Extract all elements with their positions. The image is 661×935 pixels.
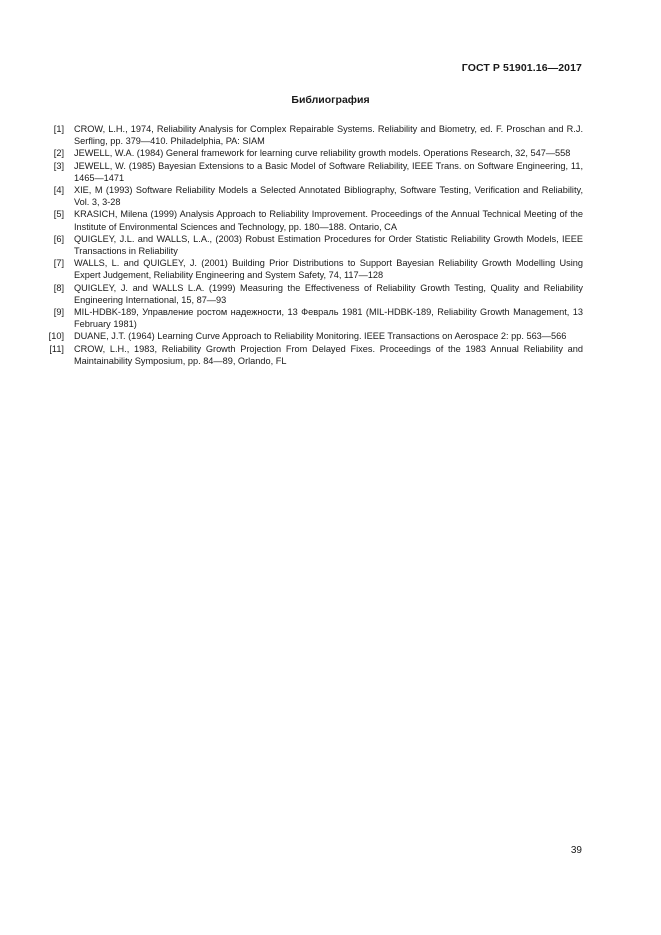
section-title: Библиография [291, 94, 370, 106]
bibliography-entry [38, 233, 583, 257]
bibliography-entry [38, 306, 583, 330]
entry-text: QUIGLEY, J. and WALLS L.A. (1999) Measuring the Effectiveness of Reliability Growth Testing, Quality and Reliability Engineering International, 15, 87—93 [74, 282, 583, 305]
bibliography-entry [38, 330, 583, 342]
entry-text: MIL-HDBK-189, Управление ростом надежности, 13 Февраль 1981 (MIL-HDBK-189, Reliability Growth Management, 13 February 1981) [74, 307, 583, 330]
entry-number: [11] [49, 343, 64, 354]
bibliography-entry [38, 123, 583, 147]
bibliography-entry [38, 147, 583, 159]
entry-text: JEWELL, W. (1985) Bayesian Extensions to a Basic Model of Software Reliability, IEEE Trans. on Software Engineering, 11, 1465—1471 [74, 160, 583, 183]
page-number: 39 [570, 845, 582, 856]
bibliography-entry [38, 184, 583, 208]
entry-text: XIE, M (1993) Software Reliability Models a Selected Annotated Bibliography, Software Testing, Verification and Reliability, Vol. 3, 3-28 [74, 185, 583, 208]
entry-number: [7] [53, 258, 64, 269]
entry-text: WALLS, L. and QUIGLEY, J. (2001) Building Prior Distributions to Support Bayesian Reliability Growth Modelling Using Expert Judgement, Reliability Engineering and System Safety, 74, 117—128 [74, 258, 583, 281]
bibliography-entry [38, 160, 583, 184]
entry-text: QUIGLEY, J.L. and WALLS, L.A., (2003) Robust Estimation Procedures for Order Statistic Reliability Growth Models, IEEE Transactions in Reliability [74, 233, 583, 257]
entry-number: [10] [48, 331, 64, 342]
entry-number: [1] [53, 124, 64, 134]
bibliography-entry [38, 343, 583, 367]
entry-number: [5] [53, 209, 64, 220]
entry-number: [6] [53, 233, 64, 244]
bibliography-entry [38, 208, 583, 232]
entry-text: JEWELL, W.A. (1984) General framework for learning curve reliability growth models. Operations Research, 32, 547—558 [74, 148, 571, 159]
entry-number: [9] [53, 307, 64, 318]
entry-text: CROW, L.H., 1983, Reliability Growth Projection From Delayed Fixes. Proceedings of the 1983 Annual Reliability and Maintainability Symposium, pp. 84—89, Orlando, FL [74, 343, 583, 366]
bibliography-entry [38, 282, 583, 306]
bibliography-list [38, 123, 583, 367]
entry-text: DUANE, J.T. (1964) Learning Curve Approach to Reliability Monitoring. IEEE Transactions on Aerospace 2: pp. 563—566 [74, 331, 567, 342]
entry-number: [2] [53, 148, 64, 159]
entry-text: KRASICH, Milena (1999) Analysis Approach to Reliability Improvement. Proceedings of the Annual Technical Meeting of the Institute of Environmental Sciences and Technology, pp. 180—188. Ontario, CA [74, 209, 583, 232]
entry-number: [3] [53, 160, 64, 171]
bibliography-entry [38, 257, 583, 281]
entry-text: CROW, L.H., 1974, Reliability Analysis for Complex Repairable Systems. Reliability and Biometry, ed. F. Proschan and R.J. Serfling, pp. 379—410. Philadelphia, PA: SIAM [74, 124, 583, 147]
entry-number: [4] [53, 185, 64, 196]
document-code: ГОСТ Р 51901.16—2017 [461, 62, 582, 74]
entry-number: [8] [53, 282, 64, 293]
